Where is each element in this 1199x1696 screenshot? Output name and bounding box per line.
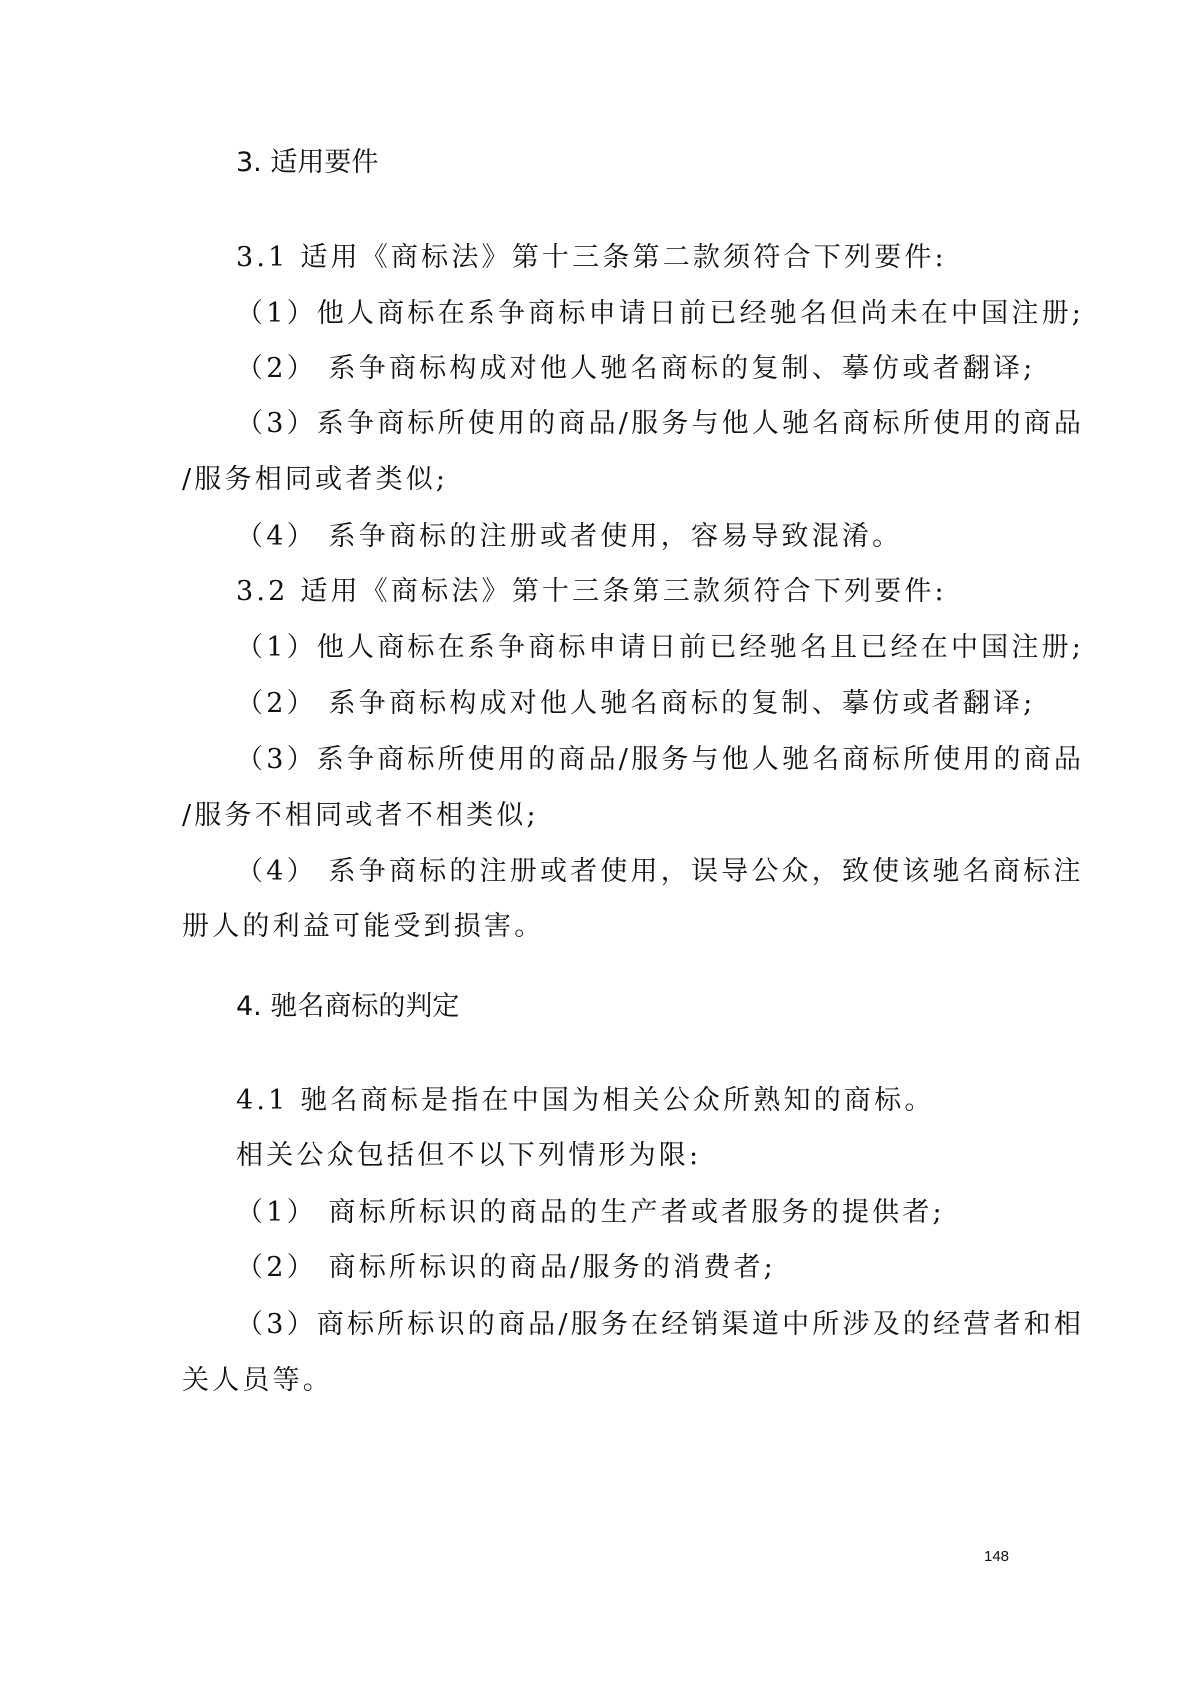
clause-3-1-item-4: （4） 系争商标的注册或者使用，容易导致混淆。 xyxy=(236,521,903,552)
clause-4-1-item-3-line-1: （3）商标所标识的商品/服务在经销渠道中所涉及的经营者和相 xyxy=(236,1309,1085,1340)
clause-3-2-intro: 3.2 适用《商标法》第十三条第三款须符合下列要件: xyxy=(236,576,947,607)
clause-3-1-item-3-line-1: （3）系争商标所使用的商品/服务与他人驰名商标所使用的商品 xyxy=(236,408,1085,439)
clause-3-1-intro: 3.1 适用《商标法》第十三条第二款须符合下列要件: xyxy=(236,242,947,273)
clause-3-2-item-3-line-1: （3）系争商标所使用的商品/服务与他人驰名商标所使用的商品 xyxy=(236,744,1085,775)
clause-3-2-item-4-line-1: （4） 系争商标的注册或者使用，误导公众，致使该驰名商标注 xyxy=(236,856,1084,887)
clause-3-2-item-3-line-2: /服务不相同或者不相类似; xyxy=(182,800,539,831)
clause-3-1-item-2: （2） 系争商标构成对他人驰名商标的复制、摹仿或者翻译; xyxy=(236,353,1036,384)
relevant-public-intro: 相关公众包括但不以下列情形为限: xyxy=(236,1140,702,1171)
clause-3-2-item-1: （1）他人商标在系争商标申请日前已经驰名且已经在中国注册; xyxy=(236,632,1085,663)
clause-3-2-item-4-line-2: 册人的利益可能受到损害。 xyxy=(182,911,545,942)
clause-3-1-item-3-line-2: /服务相同或者类似; xyxy=(182,464,449,495)
clause-4-1-item-3-line-2: 关人员等。 xyxy=(182,1365,333,1396)
section-4-heading: 4. 驰名商标的判定 xyxy=(236,991,460,1022)
clause-4-1-item-1: （1） 商标所标识的商品的生产者或者服务的提供者; xyxy=(236,1197,945,1228)
clause-3-2-item-2: （2） 系争商标构成对他人驰名商标的复制、摹仿或者翻译; xyxy=(236,688,1036,719)
clause-3-1-item-1: （1）他人商标在系争商标申请日前已经驰名但尚未在中国注册; xyxy=(236,298,1085,329)
section-3-heading: 3. 适用要件 xyxy=(236,147,379,178)
page-number: 148 xyxy=(984,1548,1010,1565)
clause-4-1-intro: 4.1 驰名商标是指在中国为相关公众所熟知的商标。 xyxy=(236,1085,935,1116)
clause-4-1-item-2: （2） 商标所标识的商品/服务的消费者; xyxy=(236,1252,776,1283)
